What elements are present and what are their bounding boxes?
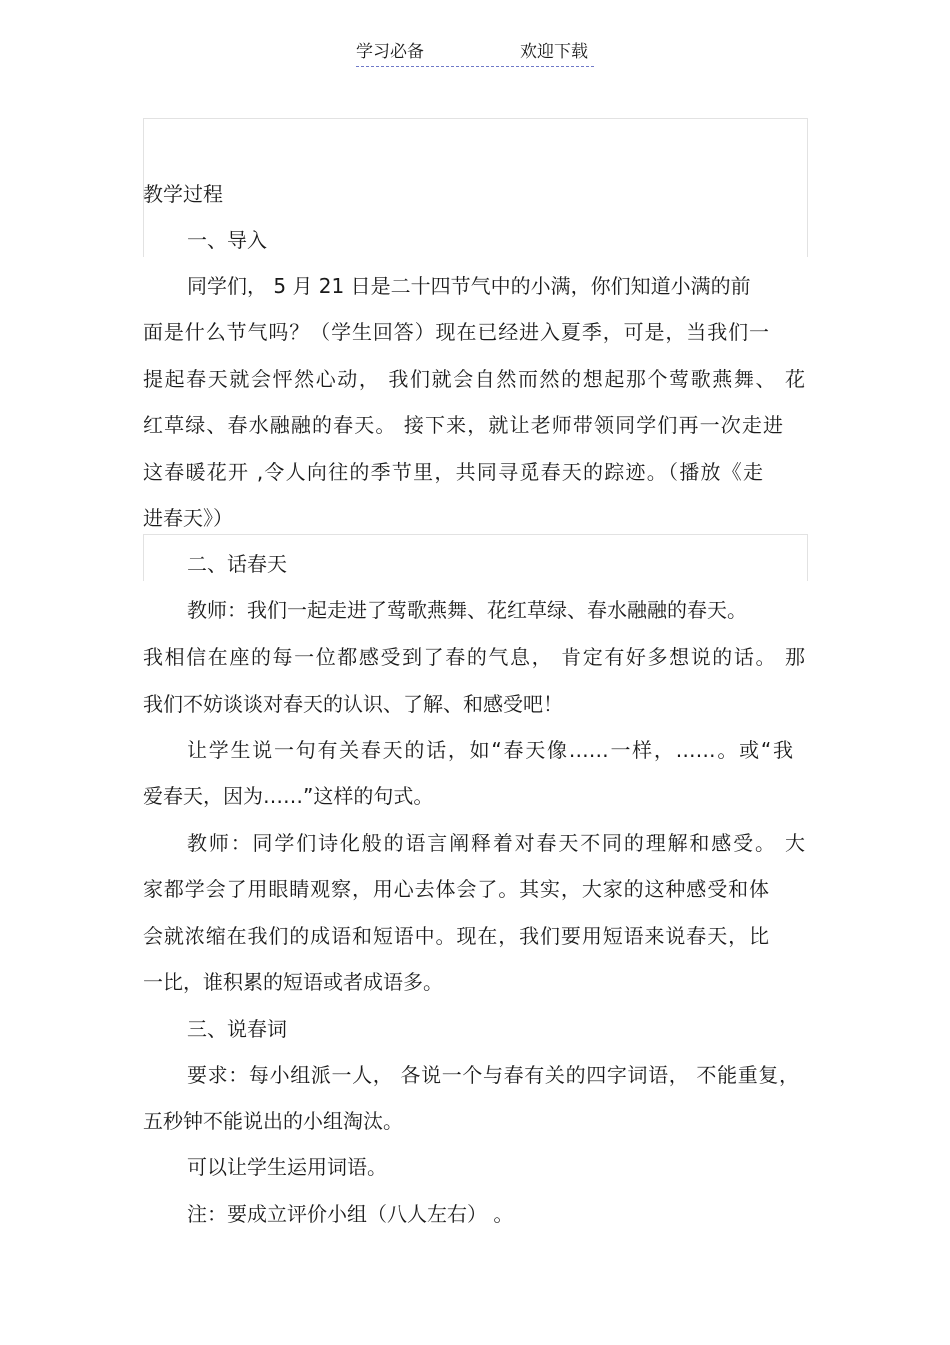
- header-right-text: 欢迎下载: [520, 42, 588, 62]
- paragraph-line: 我相信在座的每一位都感受到了春的气息， 肯定有好多想说的话。 那: [143, 645, 805, 669]
- paragraph-line: 让学生说一句有关春天的话，如“春天像……一样，……。或“我: [187, 738, 793, 762]
- paragraph-line: 进春天》）: [143, 506, 233, 530]
- paragraph-line: 红草绿、春水融融的春天。 接下来，就让老师带领同学们再一次走进: [143, 413, 783, 437]
- heading-talk-spring: 二、话春天: [187, 552, 287, 576]
- paragraph-line: 一比，谁积累的短语或者成语多。: [143, 970, 443, 994]
- paragraph-line: 同学们， 5 月 21 日是二十四节气中的小满，你们知道小满的前: [187, 274, 751, 298]
- heading-intro: 一、导入: [187, 228, 267, 252]
- paragraph-line: 爱春天，因为……”这样的句式。: [143, 784, 434, 808]
- heading-say-spring-words: 三、说春词: [187, 1017, 287, 1041]
- paragraph-line: 这春暖花开 ,令人向往的季节里，共同寻觅春天的踪迹。（播放《走: [143, 460, 763, 484]
- page-header: [356, 40, 594, 67]
- paragraph-line: 会就浓缩在我们的成语和短语中。现在，我们要用短语来说春天，比: [143, 924, 769, 948]
- paragraph-line: 我们不妨谈谈对春天的认识、了解、和感受吧！: [143, 692, 563, 716]
- paragraph-line: 要求：每小组派一人， 各说一个与春有关的四字词语， 不能重复，: [187, 1063, 799, 1087]
- paragraph-line: 可以让学生运用词语。: [187, 1155, 387, 1179]
- paragraph-line: 教师：我们一起走进了莺歌燕舞、花红草绿、春水融融的春天。: [187, 598, 747, 622]
- paragraph-line: 五秒钟不能说出的小组淘汰。: [143, 1109, 403, 1133]
- paragraph-line: 家都学会了用眼睛观察，用心去体会了。其实，大家的这种感受和体: [143, 877, 769, 901]
- paragraph-line: 注：要成立评价小组（八人左右） 。: [187, 1202, 514, 1226]
- paragraph-line: 提起春天就会怦然心动， 我们就会自然而然的想起那个莺歌燕舞、 花: [143, 367, 805, 391]
- paragraph-line: 面是什么节气吗？（学生回答）现在已经进入夏季，可是，当我们一: [143, 320, 769, 344]
- section-title: 教学过程: [143, 182, 223, 206]
- paragraph-line: 教师：同学们诗化般的语言阐释着对春天不同的理解和感受。 大: [187, 831, 805, 855]
- header-left-text: 学习必备: [356, 42, 424, 62]
